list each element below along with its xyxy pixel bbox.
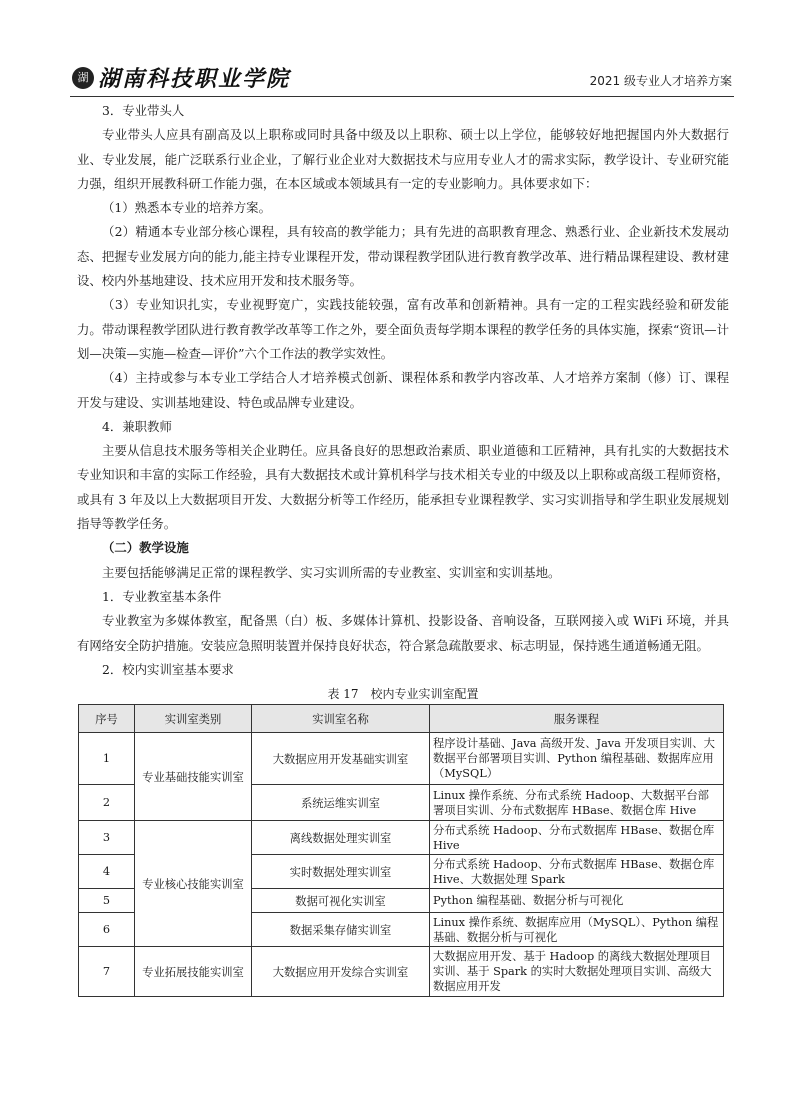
requirement-1: （1）熟悉本专业的培养方案。	[102, 200, 271, 216]
row-no: 5	[79, 889, 135, 913]
row-no: 6	[79, 913, 135, 947]
row-courses: 分布式系统 Hadoop、分布式数据库 HBase、数据仓库 Hive	[430, 821, 724, 855]
header-no: 序号	[79, 705, 135, 733]
header-room-name: 实训室名称	[252, 705, 430, 733]
requirement-3: （3）专业知识扎实，专业视野宽广，实践技能较强，富有改革和创新精神。具有一定的工程实践经验和研发能力。带动课程教学团队进行教育教学改革等工作之外，要全面负责每学期本课程的教学任务的具体实施，探索“资讯—计划—决策—实施—检查—评价”六个工作法的教学实效性。	[77, 297, 729, 361]
table-caption: 表 17 校内专业实训室配置	[327, 687, 479, 702]
row-no: 1	[79, 733, 135, 785]
section-3-title: 3．专业带头人	[102, 103, 185, 118]
page-header	[70, 64, 734, 97]
school-name: 湖南科技职业学院	[98, 66, 291, 92]
row-room-name: 实时数据处理实训室	[252, 855, 430, 889]
document-title: 2021 级专业人才培养方案	[589, 74, 732, 88]
header-category: 实训室类别	[135, 705, 252, 733]
row-room-name: 大数据应用开发综合实训室	[252, 947, 430, 997]
school-seal-icon: 湖	[72, 67, 94, 89]
requirement-4: （4）主持或参与本专业工学结合人才培养模式创新、课程体系和教学内容改革、人才培养方案制（修）订、课程开发与建设、实训基地建设、特色或品牌专业建设。	[77, 370, 729, 410]
row-no: 2	[79, 785, 135, 821]
table-row	[79, 947, 724, 997]
section-3-intro: 专业带头人应具有副高及以上职称或同时具备中级及以上职称、硕士以上学位，能够较好地把握国内外大数据行业、专业发展，能广泛联系行业企业，了解行业企业对大数据技术与应用专业人才的需求实际，教学设计、专业研究能力强，组织开展教科研工作能力强，在本区域或本领域具有一定的专业影响力。具体要求如下：	[77, 127, 729, 191]
row-category: 专业拓展技能实训室	[135, 947, 252, 997]
subsection-1-title: 1．专业教室基本条件	[102, 588, 222, 604]
row-courses: 大数据应用开发、基于 Hadoop 的离线大数据处理项目实训、基于 Spark 的实时大数据处理项目实训、高级大数据应用开发	[430, 947, 724, 997]
part-2-title: （二）教学设施	[102, 540, 189, 556]
row-no: 7	[79, 947, 135, 997]
table-header-row	[79, 705, 724, 733]
subsection-1-text: 专业教室为多媒体教室，配备黑（白）板、多媒体计算机、投影设备、音响设备，互联网接入或 WiFi 环境，并具有网络安全防护措施。安装应急照明装置并保持良好状态，符合紧急疏散要求、标志明显，保持逃生通道畅通无阻。	[77, 613, 729, 653]
row-room-name: 数据可视化实训室	[252, 889, 430, 913]
row-room-name: 数据采集存储实训室	[252, 913, 430, 947]
row-courses: Linux 操作系统、数据库应用（MySQL）、Python 编程基础、数据分析与可视化	[430, 913, 724, 947]
section-4-text: 主要从信息技术服务等相关企业聘任。应具备良好的思想政治素质、职业道德和工匠精神，具有扎实的大数据技术专业知识和丰富的实际工作经验，具有大数据技术或计算机科学与技术相关专业的中级及以上职称或高级工程师资格，或具有 3 年及以上大数据项目开发、大数据分析等工作经历，能承担专业课程教学、实习实训指导和学生职业发展规划指导等教学任务。	[77, 443, 729, 532]
row-category: 专业核心技能实训室	[135, 821, 252, 947]
table-row	[79, 733, 724, 785]
row-category: 专业基础技能实训室	[135, 733, 252, 821]
row-courses: Linux 操作系统、分布式系统 Hadoop、大数据平台部署项目实训、分布式数据库 HBase、数据仓库 Hive	[430, 785, 724, 821]
row-no: 4	[79, 855, 135, 889]
part-2-intro: 主要包括能够满足正常的课程教学、实习实训所需的专业教室、实训室和实训基地。	[102, 564, 561, 580]
row-room-name: 系统运维实训室	[252, 785, 430, 821]
training-room-table	[78, 704, 724, 997]
requirement-2: （2）精通本专业部分核心课程，具有较高的教学能力；具有先进的高职教育理念、熟悉行业、企业新技术发展动态、把握专业发展方向的能力,能主持专业课程开发，带动课程教学团队进行教育教学改革、进行精品课程建设、教材建设、校内外基地建设、技术应用开发和技术服务等。	[77, 224, 729, 289]
row-no: 3	[79, 821, 135, 855]
header-courses: 服务课程	[430, 705, 724, 733]
row-room-name: 大数据应用开发基础实训室	[252, 733, 430, 785]
row-courses: 分布式系统 Hadoop、分布式数据库 HBase、数据仓库 Hive、大数据处理 Spark	[430, 855, 724, 889]
row-room-name: 离线数据处理实训室	[252, 821, 430, 855]
page-content	[77, 99, 729, 997]
subsection-2-title: 2．校内实训室基本要求	[102, 661, 234, 677]
section-4-title: 4．兼职教师	[102, 418, 172, 434]
school-logo	[72, 62, 290, 93]
row-courses: 程序设计基础、Java 高级开发、Java 开发项目实训、大数据平台部署项目实训、Python 编程基础、数据库应用（MySQL）	[430, 733, 724, 785]
table-row	[79, 821, 724, 855]
row-courses: Python 编程基础、数据分析与可视化	[430, 889, 724, 913]
